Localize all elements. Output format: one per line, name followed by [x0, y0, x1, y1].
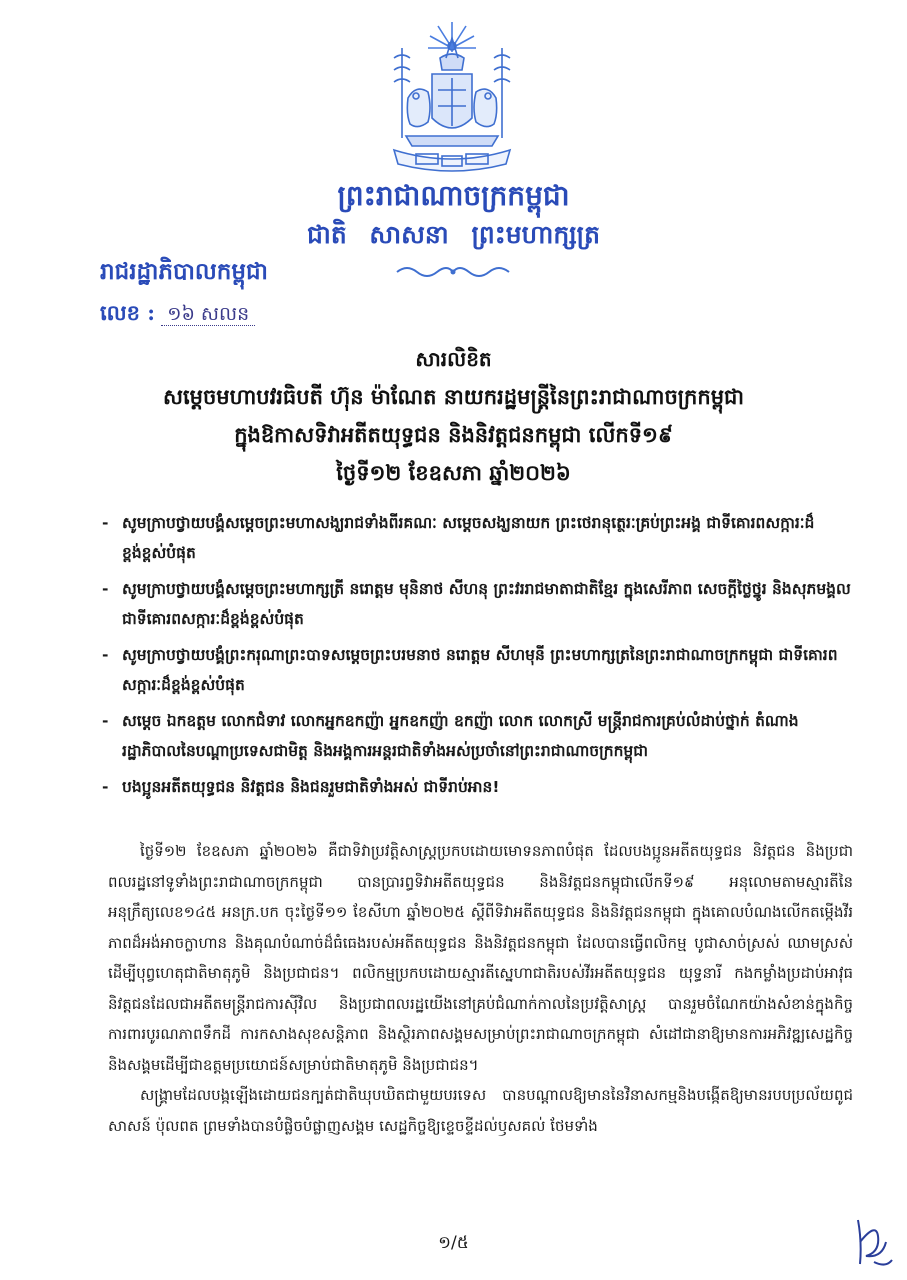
body-paragraph: ថ្ងៃទី១២ ខែឧសភា ឆ្នាំ២០២៦ គឺជាទិវាប្រវត្តិសាស្ត្រប្រកបដោយមោទនភាពបំផុត ដែលបងប្អូនអតីតយុទ្ធជន និវត្តជន និងប្រជាពលរដ្ឋនៅទូទាំងព្រះរាជាណាចក្រកម្ពុជា បានប្រារព្ធទិវាអតីតយុទ្ធជន និងនិវត្តជនកម្ពុជាលើកទី១៩ អនុលោមតាមស្មារតីនៃអនុក្រឹត្យលេខ១៤៥ អនក្រ.បក ចុះថ្ងៃទី១១ ខែសីហា ឆ្នាំ២០២៥ ស្តីពីទិវាអតីតយុទ្ធជន និងនិវត្តជនកម្ពុជា ក្នុងគោលបំណងលើកតម្កើងវីរភាពដ៏អង់អាចក្លាហាន និងគុណបំណាច់ដ៏ធំធេងរបស់អតីតយុទ្ធជន និងនិវត្តជនកម្ពុជា ដែលបានធ្វើពលិកម្ម បូជាសាច់ស្រស់ ឈាមស្រស់ ដើម្បីបុព្វហេតុជាតិមាតុភូមិ និងប្រជាជន។ ពលិកម្មប្រកបដោយស្មារតីស្នេហាជាតិរបស់វីរអតីតយុទ្ធជន យុទ្ធនារី កងកម្លាំងប្រដាប់អាវុធ និវត្តជនដែលជាអតីតមន្ត្រីរាជការស៊ីវិល និងប្រជាពលរដ្ឋយើងនៅគ្រប់ជំណាក់កាលនៃប្រវត្តិសាស្ត្រ បានរួមចំណែកយ៉ាងសំខាន់ក្នុងកិច្ចការពារបូរណភាពទឹកដី ការកសាងសុខសន្តិភាព និងស្ថិរភាពសង្គមសម្រាប់ព្រះរាជាណាចក្រកម្ពុជា សំដៅជានាឱ្យមានការអភិវឌ្ឍសេដ្ឋកិច្ចនិងសង្គមដើម្បីជាឧត្តមប្រយោជន៍សម្រាប់ជាតិមាតុភូមិ និងប្រជាជន។ [108, 842, 853, 1074]
title-date: ថ្ងៃទី១២ ខែឧសភា ឆ្នាំ២០២៦ [336, 461, 571, 485]
handwritten-initials-icon [848, 1212, 896, 1272]
number-value: ១៦ សលន [161, 303, 255, 326]
royal-coat-of-arms-icon [372, 18, 532, 178]
salutation-item: - សូមក្រាបថ្វាយបង្គំសម្តេចព្រះមហាក្សត្រី នរោត្តម មុនិនាថ សីហនុ ព្រះវររាជមាតាជាតិខ្មែរ ក្នុងសេរីភាព សេចក្តីថ្លៃថ្នូរ និងសុភមង្គល ជាទីគោរពសក្ការៈដ៏ខ្ពង់ខ្ពស់បំផុត [102, 580, 851, 628]
government-name: រាជរដ្ឋាភិបាលកម្ពុជា [100, 258, 268, 285]
page-number: ១/៥ [438, 1233, 469, 1253]
divider-ornament-icon [393, 262, 513, 280]
kingdom-name: ព្រះរាជាណាចក្រកម្ពុជា [337, 179, 570, 212]
salutation-item: - សូមក្រាបថ្វាយបង្គំសម្តេចព្រះមហាសង្ឃរាជទាំងពីរគណៈ សម្តេចសង្ឃនាយក ព្រះថេរានុត្ថេរៈគ្រប់ព្រះអង្គ ជាទីគោរពសក្ការៈដ៏ខ្ពង់ខ្ពស់បំផុត [102, 514, 815, 562]
title-occasion: ក្នុងឱកាសទិវាអតីតយុទ្ធជន និងនិវត្តជនកម្ពុជា លើកទី១៩ [234, 423, 673, 447]
letter-body [108, 836, 853, 1141]
document-number [100, 300, 255, 331]
salutation-item: - សម្តេច ឯកឧត្តម លោកជំទាវ លោកអ្នកឧកញ៉ា អ្នកឧកញ៉ា ឧកញ៉ា លោក លោកស្រី មន្ត្រីរាជការគ្រប់លំដាប់ថ្នាក់ តំណាងរដ្ឋាភិបាលនៃបណ្តាប្រទេសជាមិត្ត និងអង្គការអន្តរជាតិទាំងអស់ប្រចាំនៅព្រះរាជាណាចក្រកម្ពុជា [102, 712, 799, 760]
national-motto: ជាតិ សាសនា ព្រះមហាក្សត្រ [307, 220, 600, 249]
title-author: សម្តេចមហាបវរធិបតី ហ៊ុន ម៉ាណែត នាយករដ្ឋមន្ត្រីនៃព្រះរាជាណាចក្រកម្ពុជា [162, 385, 745, 409]
body-paragraph: សង្គ្រាមដែលបង្កឡើងដោយជនក្បត់ជាតិឃុបឃិតជាមួយបរទេស បានបណ្តាលឱ្យមាននៃវិនាសកម្មនិងបង្កើតឱ្យមានរបបប្រល័យពូជសាសន៍ ប៉ុលពត ព្រមទាំងបានបំផ្លិចបំផ្លាញសង្គម សេដ្ឋកិច្ចឱ្យខ្ទេចខ្ទីដល់ឫសគល់ ថែមទាំង [108, 1086, 853, 1135]
salutation-list [102, 508, 853, 808]
document-type-title: សារលិខិត [415, 347, 492, 371]
salutation-item: - បងប្អូនអតីតយុទ្ធជន និវត្តជន និងជនរួមជាតិទាំងអស់ ជាទីរាប់អាន! [102, 778, 500, 796]
number-label: លេខ : [100, 300, 156, 325]
salutation-item: - សូមក្រាបថ្វាយបង្គំព្រះករុណាព្រះបាទសម្តេចព្រះបរមនាថ នរោត្តម សីហមុនី ព្រះមហាក្សត្រនៃព្រះរាជាណាចក្រកម្ពុជា ជាទីគោរពសក្ការៈដ៏ខ្ពង់ខ្ពស់បំផុត [102, 646, 838, 694]
